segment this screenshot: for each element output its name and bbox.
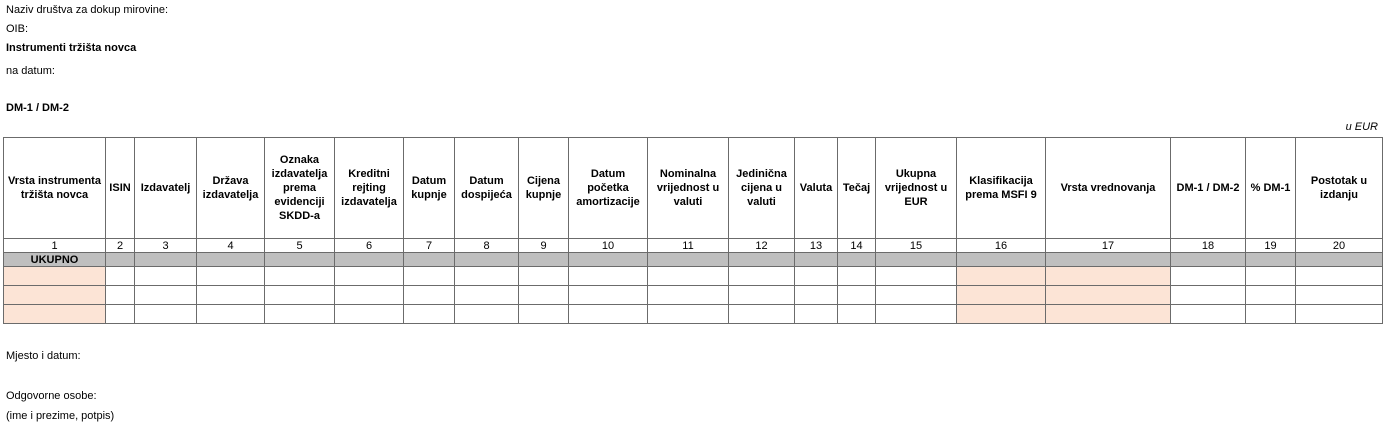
data-cell[interactable] [838,305,876,324]
col-number: 6 [335,239,404,253]
total-cell [1046,253,1171,267]
form-code: DM-1 / DM-2 [6,102,69,114]
col-number: 1 [4,239,106,253]
instrument-type-cell[interactable] [4,305,106,324]
total-cell [106,253,135,267]
data-cell[interactable] [569,305,648,324]
table-row [4,305,1383,324]
col-number: 2 [106,239,135,253]
col-number: 12 [729,239,795,253]
data-cell[interactable] [455,286,519,305]
col-header: Jedinična cijena u valuti [729,138,795,239]
data-cell[interactable] [838,267,876,286]
data-cell[interactable] [1246,267,1296,286]
col-number: 4 [197,239,265,253]
data-cell[interactable] [135,305,197,324]
place-date-label: Mjesto i datum: [6,350,81,362]
form-title: Instrumenti tržišta novca [6,42,137,54]
data-cell[interactable] [876,305,957,324]
data-cell[interactable] [197,305,265,324]
header-row [4,138,1383,239]
col-number: 15 [876,239,957,253]
col-number: 14 [838,239,876,253]
data-cell[interactable] [335,305,404,324]
data-cell[interactable] [197,286,265,305]
data-cell[interactable] [265,286,335,305]
table-row [4,286,1383,305]
total-cell [1171,253,1246,267]
total-cell [265,253,335,267]
total-cell [404,253,455,267]
col-header: DM-1 / DM-2 [1171,138,1246,239]
col-number: 7 [404,239,455,253]
data-cell[interactable] [335,286,404,305]
col-header: Kreditni rejting izdavatelja [335,138,404,239]
oib-label: OIB: [6,23,29,35]
data-cell[interactable] [729,305,795,324]
col-number: 5 [265,239,335,253]
instrument-type-cell[interactable] [4,286,106,305]
data-cell[interactable] [648,286,729,305]
classification-cell[interactable] [957,286,1046,305]
data-cell[interactable] [569,267,648,286]
col-header: Datum početka amortizacije [569,138,648,239]
data-cell[interactable] [876,267,957,286]
total-cell [876,253,957,267]
col-header: Vrsta vrednovanja [1046,138,1171,239]
data-cell[interactable] [135,267,197,286]
col-number: 10 [569,239,648,253]
classification-cell[interactable] [957,267,1046,286]
data-cell[interactable] [1171,305,1246,324]
total-cell [455,253,519,267]
data-cell[interactable] [1171,267,1246,286]
column-number-row [4,239,1383,253]
data-cell[interactable] [106,305,135,324]
data-cell[interactable] [729,286,795,305]
data-cell[interactable] [265,305,335,324]
total-cell [569,253,648,267]
col-header: Ukupna vrijednost u EUR [876,138,957,239]
total-cell [519,253,569,267]
data-cell[interactable] [519,267,569,286]
data-cell[interactable] [795,267,838,286]
col-header: ISIN [106,138,135,239]
total-cell [135,253,197,267]
data-cell[interactable] [1296,267,1383,286]
col-number: 17 [1046,239,1171,253]
valuation-type-cell[interactable] [1046,267,1171,286]
fund-name-label: Naziv društva za dokup mirovine: [6,4,169,16]
data-cell[interactable] [1246,286,1296,305]
col-header: Vrsta instrumenta tržišta novca [4,138,106,239]
data-cell[interactable] [519,286,569,305]
total-cell [197,253,265,267]
col-header: Tečaj [838,138,876,239]
data-cell[interactable] [795,286,838,305]
col-header: Država izdavatelja [197,138,265,239]
col-header: Datum dospijeća [455,138,519,239]
data-cell[interactable] [106,267,135,286]
data-cell[interactable] [795,305,838,324]
classification-cell[interactable] [957,305,1046,324]
col-header: Postotak u izdanju [1296,138,1383,239]
total-cell [1246,253,1296,267]
data-cell[interactable] [404,286,455,305]
data-cell[interactable] [197,267,265,286]
data-cell[interactable] [1171,286,1246,305]
responsible-persons-label: Odgovorne osobe: [6,390,97,402]
col-header: Nominalna vrijednost u valuti [648,138,729,239]
data-cell[interactable] [135,286,197,305]
data-cell[interactable] [265,267,335,286]
col-number: 18 [1171,239,1246,253]
col-header: Datum kupnje [404,138,455,239]
col-number: 20 [1296,239,1383,253]
col-number: 16 [957,239,1046,253]
col-header: Oznaka izdavatelja prema evidenciji SKDD-a [265,138,335,239]
currency-unit: u EUR [1345,121,1378,133]
data-cell[interactable] [519,305,569,324]
data-cell[interactable] [1296,305,1383,324]
col-number: 19 [1246,239,1296,253]
total-row [4,253,1383,267]
col-header: % DM-1 [1246,138,1296,239]
col-header: Cijena kupnje [519,138,569,239]
data-cell[interactable] [404,267,455,286]
date-label: na datum: [6,65,55,77]
total-cell [838,253,876,267]
instrument-type-cell[interactable] [4,267,106,286]
data-cell[interactable] [1246,305,1296,324]
total-cell [795,253,838,267]
data-cell[interactable] [455,305,519,324]
col-number: 8 [455,239,519,253]
data-cell[interactable] [648,267,729,286]
total-cell [648,253,729,267]
data-cell[interactable] [838,286,876,305]
data-cell[interactable] [569,286,648,305]
col-number: 11 [648,239,729,253]
total-cell [957,253,1046,267]
data-cell[interactable] [729,267,795,286]
col-number: 13 [795,239,838,253]
data-cell[interactable] [335,267,404,286]
total-cell [335,253,404,267]
col-header: Izdavatelj [135,138,197,239]
col-header: Valuta [795,138,838,239]
col-number: 3 [135,239,197,253]
data-cell[interactable] [648,305,729,324]
money-market-table [3,137,1383,324]
signature-label: (ime i prezime, potpis) [6,410,115,422]
data-cell[interactable] [404,305,455,324]
data-cell[interactable] [455,267,519,286]
col-header: Klasifikacija prema MSFI 9 [957,138,1046,239]
valuation-type-cell[interactable] [1046,305,1171,324]
data-cell[interactable] [876,286,957,305]
col-number: 9 [519,239,569,253]
data-cell[interactable] [106,286,135,305]
total-cell [729,253,795,267]
total-cell [1296,253,1383,267]
total-label: UKUPNO [4,253,106,267]
valuation-type-cell[interactable] [1046,286,1171,305]
table-row [4,267,1383,286]
data-cell[interactable] [1296,286,1383,305]
